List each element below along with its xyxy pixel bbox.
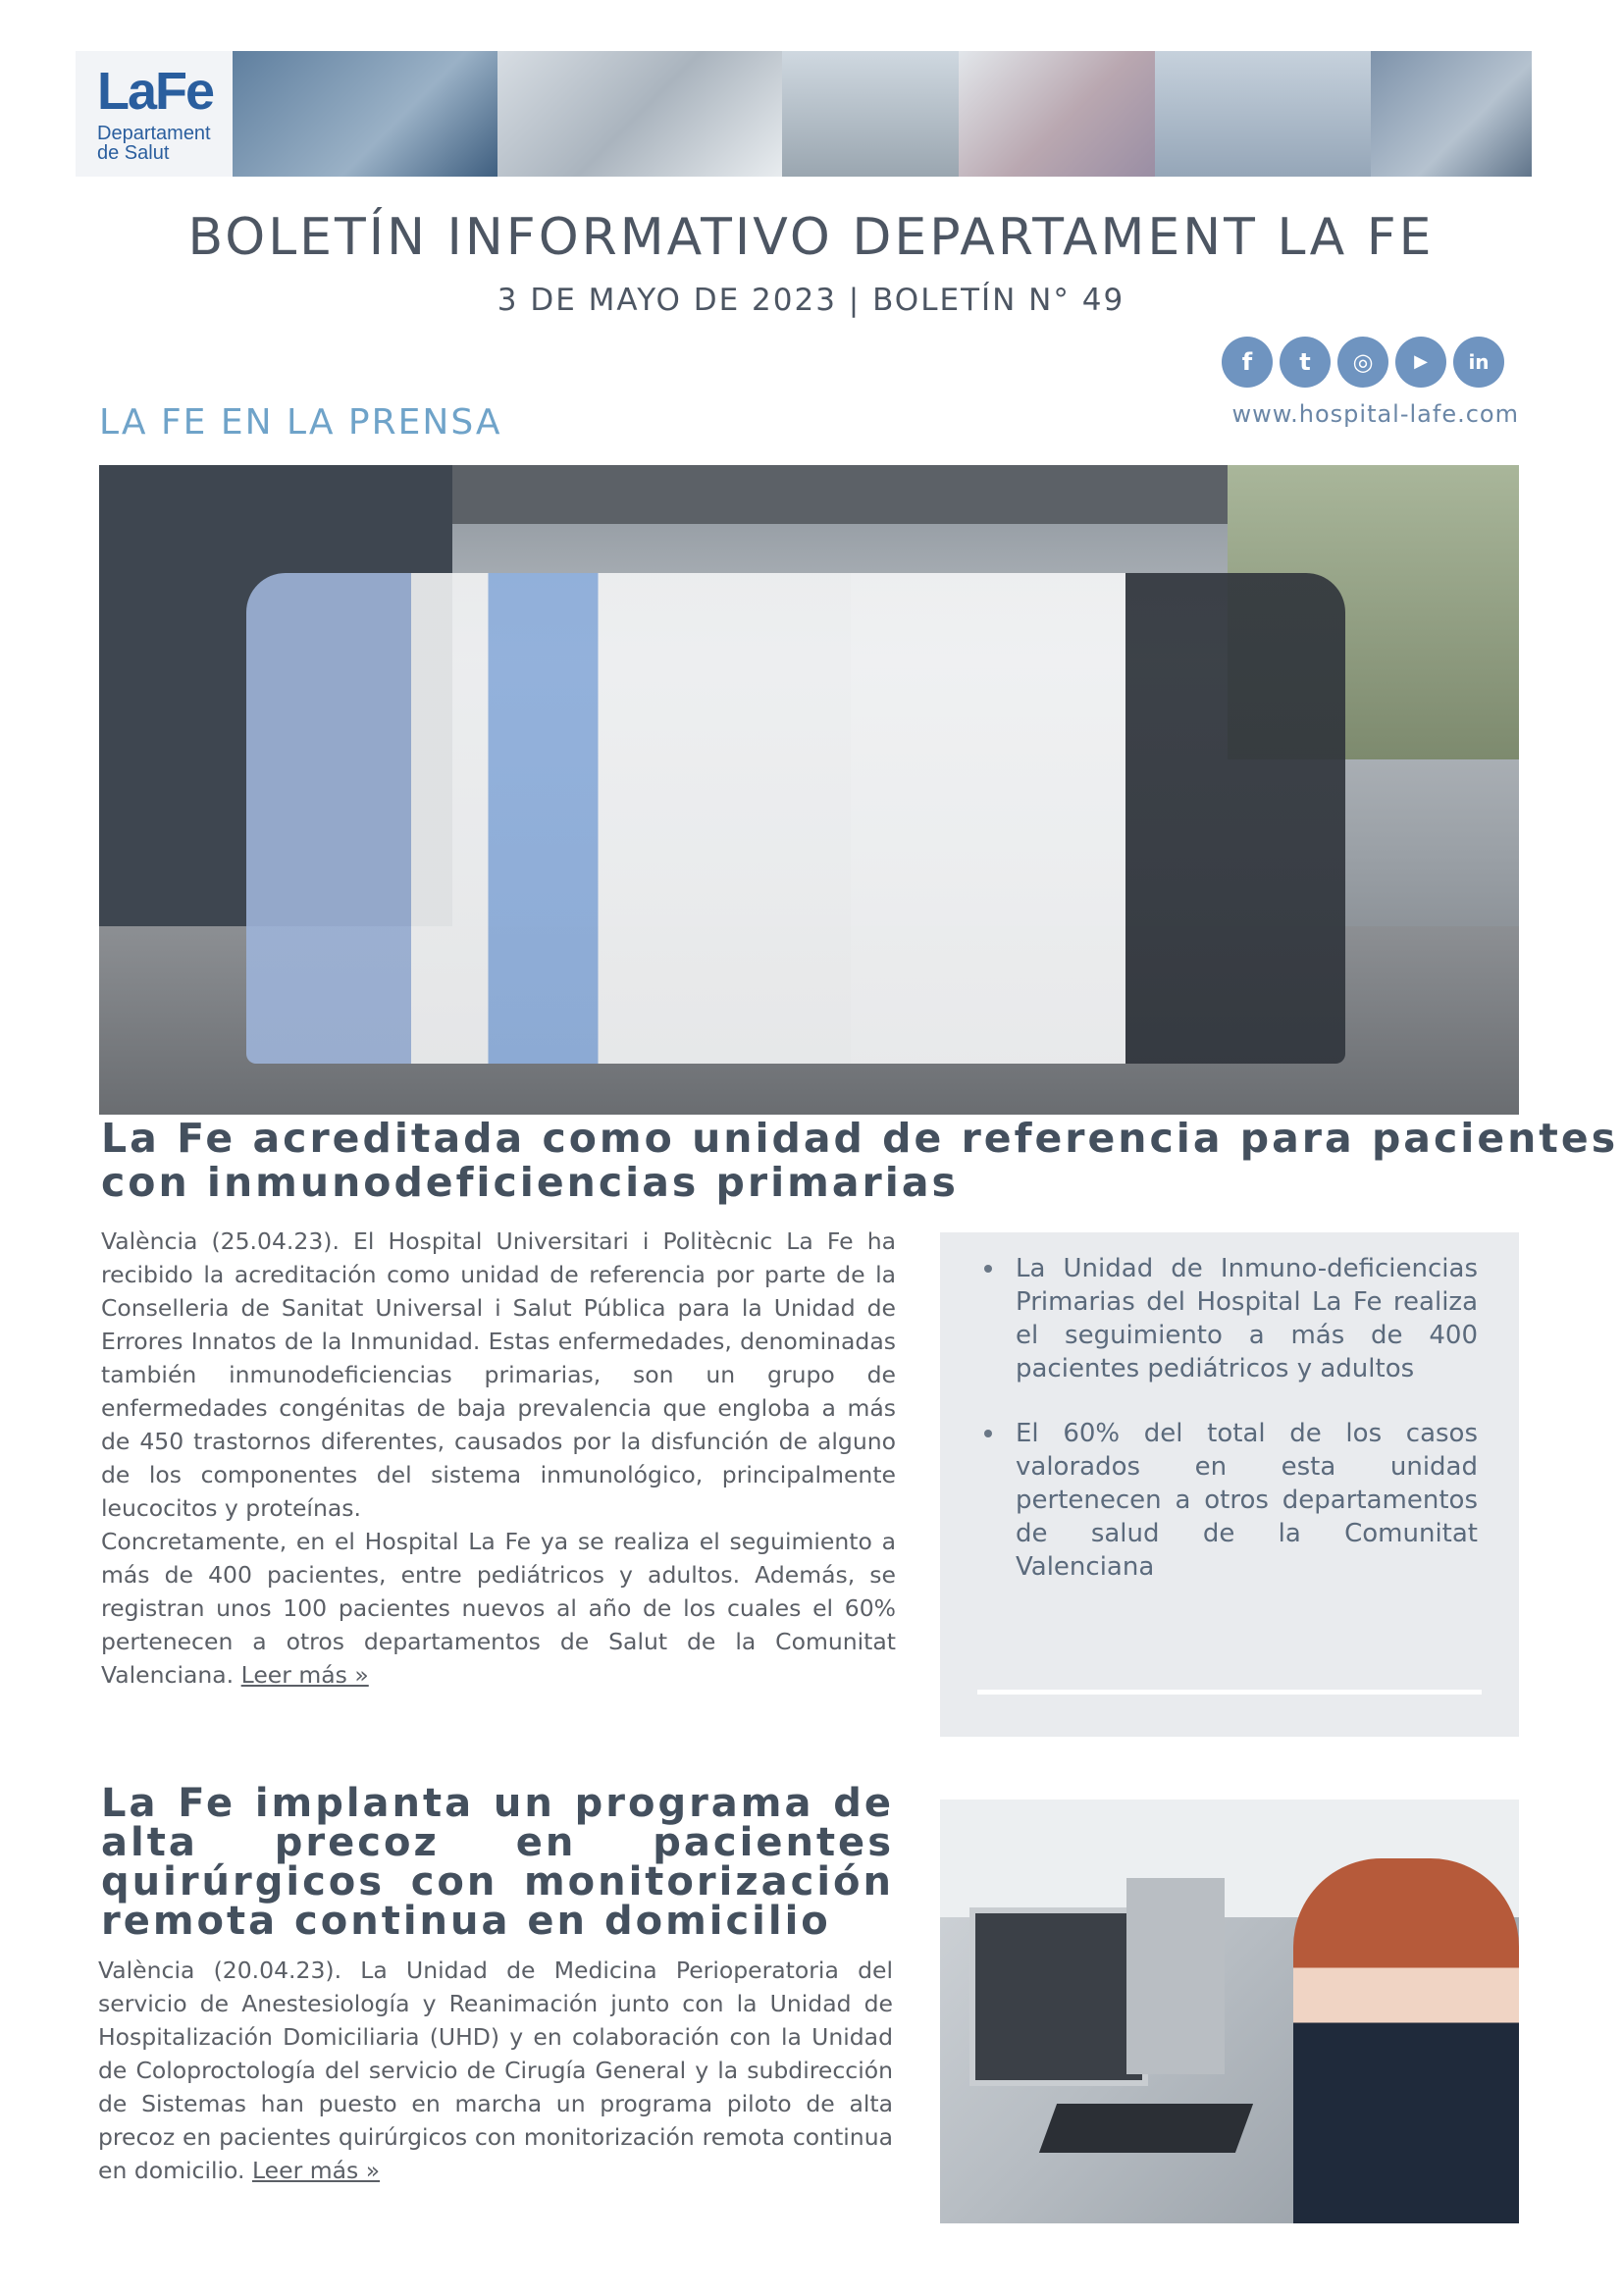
twitter-icon[interactable]: t xyxy=(1280,337,1331,388)
article1-read-more-link[interactable]: Leer más » xyxy=(240,1661,369,1689)
article2-paragraph: València (20.04.23). La Unidad de Medicina Perioperatoria del servicio de Anestesiología y Reanimación junto con la Unidad de Hospitalización Domiciliaria (UHD) y en colaboración con la Unidad de Coloproctología del servicio de Cirugía General y la subdirección de Sistemas han puesto en marcha un programa piloto de alta precoz en pacientes quirúrgicos con monitorización remota continua en domicilio. xyxy=(98,1957,893,2184)
facebook-icon[interactable]: f xyxy=(1222,337,1273,388)
bullet-icon xyxy=(984,1430,992,1437)
youtube-icon[interactable]: ▶ xyxy=(1395,337,1446,388)
logo[interactable] xyxy=(76,51,233,177)
website-link[interactable]: www.hospital-lafe.com xyxy=(1231,400,1519,428)
divider xyxy=(977,1690,1482,1695)
article2-read-more-link[interactable]: Leer más » xyxy=(251,2157,381,2184)
article1-highlights-box xyxy=(940,1232,1519,1737)
logo-sub-line2: de Salut xyxy=(97,142,170,164)
banner-photo-surgery xyxy=(233,51,497,177)
section-title: LA FE EN LA PRENSA xyxy=(99,402,502,443)
article1-paragraph2: Concretamente, en el Hospital La Fe ya se realiza el seguimiento a más de 400 pacientes, entre pediátricos y adultos. Además, se registran unos 100 pacientes nuevos al año de los cuales el 60% pertenecen a otros departamentos de Salut de la Comunitat Valenciana. xyxy=(101,1528,896,1689)
header-banner xyxy=(76,51,1532,177)
team-photo xyxy=(99,465,1519,1115)
logo-name-la: La xyxy=(97,62,156,121)
article1-headline-line1: La Fe acreditada como unidad de referencia para pacientes xyxy=(101,1115,1619,1162)
linkedin-icon[interactable]: in xyxy=(1453,337,1504,388)
banner-photo-hospital-sign xyxy=(1155,51,1371,177)
article1-body xyxy=(101,1225,896,1692)
highlight-item: La Unidad de Inmuno-deficiencias Primarias del Hospital La Fe realiza el seguimiento a más de 400 pacientes pediátricos y adultos xyxy=(940,1252,1519,1385)
bullet-icon xyxy=(984,1265,992,1273)
article1-headline-line2: con inmunodeficiencias primarias xyxy=(101,1159,959,1206)
logo-sub-line1: Departament xyxy=(97,123,211,144)
banner-photo-lab xyxy=(959,51,1155,177)
issue-date-number: 3 DE MAYO DE 2023 | BOLETÍN N° 49 xyxy=(497,283,1125,318)
article1-paragraph1: València (25.04.23). El Hospital Universitari i Politècnic La Fe ha recibido la acreditación como unidad de referencia por parte de la Conselleria de Sanitat Universal i Salut Pública para la Unidad de Errores Innatos de la Inmunidad. Estas enfermedades, denominadas también inmunodeficiencias primarias, son un grupo de enfermedades congénitas de baja prevalencia que engloba a más de 450 trastornos diferentes, causados por la disfunción de alguno de los componentes del sistema inmunológico, principalmente leucocitos y proteínas. xyxy=(101,1227,896,1522)
banner-photo-building xyxy=(782,51,959,177)
newsletter-title: BOLETÍN INFORMATIVO DEPARTAMENT LA FE xyxy=(187,208,1435,267)
highlight-item: El 60% del total de los casos valorados en esta unidad pertenecen a otros departamentos de salud de la Comunitat Valenciana xyxy=(940,1417,1519,1584)
banner-photo-keyboard xyxy=(497,51,782,177)
article2-body xyxy=(98,1954,893,2187)
article2-headline: La Fe implanta un programa de alta precoz en pacientes quirúrgicos con monitorización remota continua en domicilio xyxy=(101,1781,894,1944)
instagram-icon[interactable]: ◎ xyxy=(1337,337,1388,388)
logo-name-fe: Fe xyxy=(155,62,214,121)
call-center-photo xyxy=(940,1800,1519,2223)
banner-photo-gloves xyxy=(1371,51,1532,177)
